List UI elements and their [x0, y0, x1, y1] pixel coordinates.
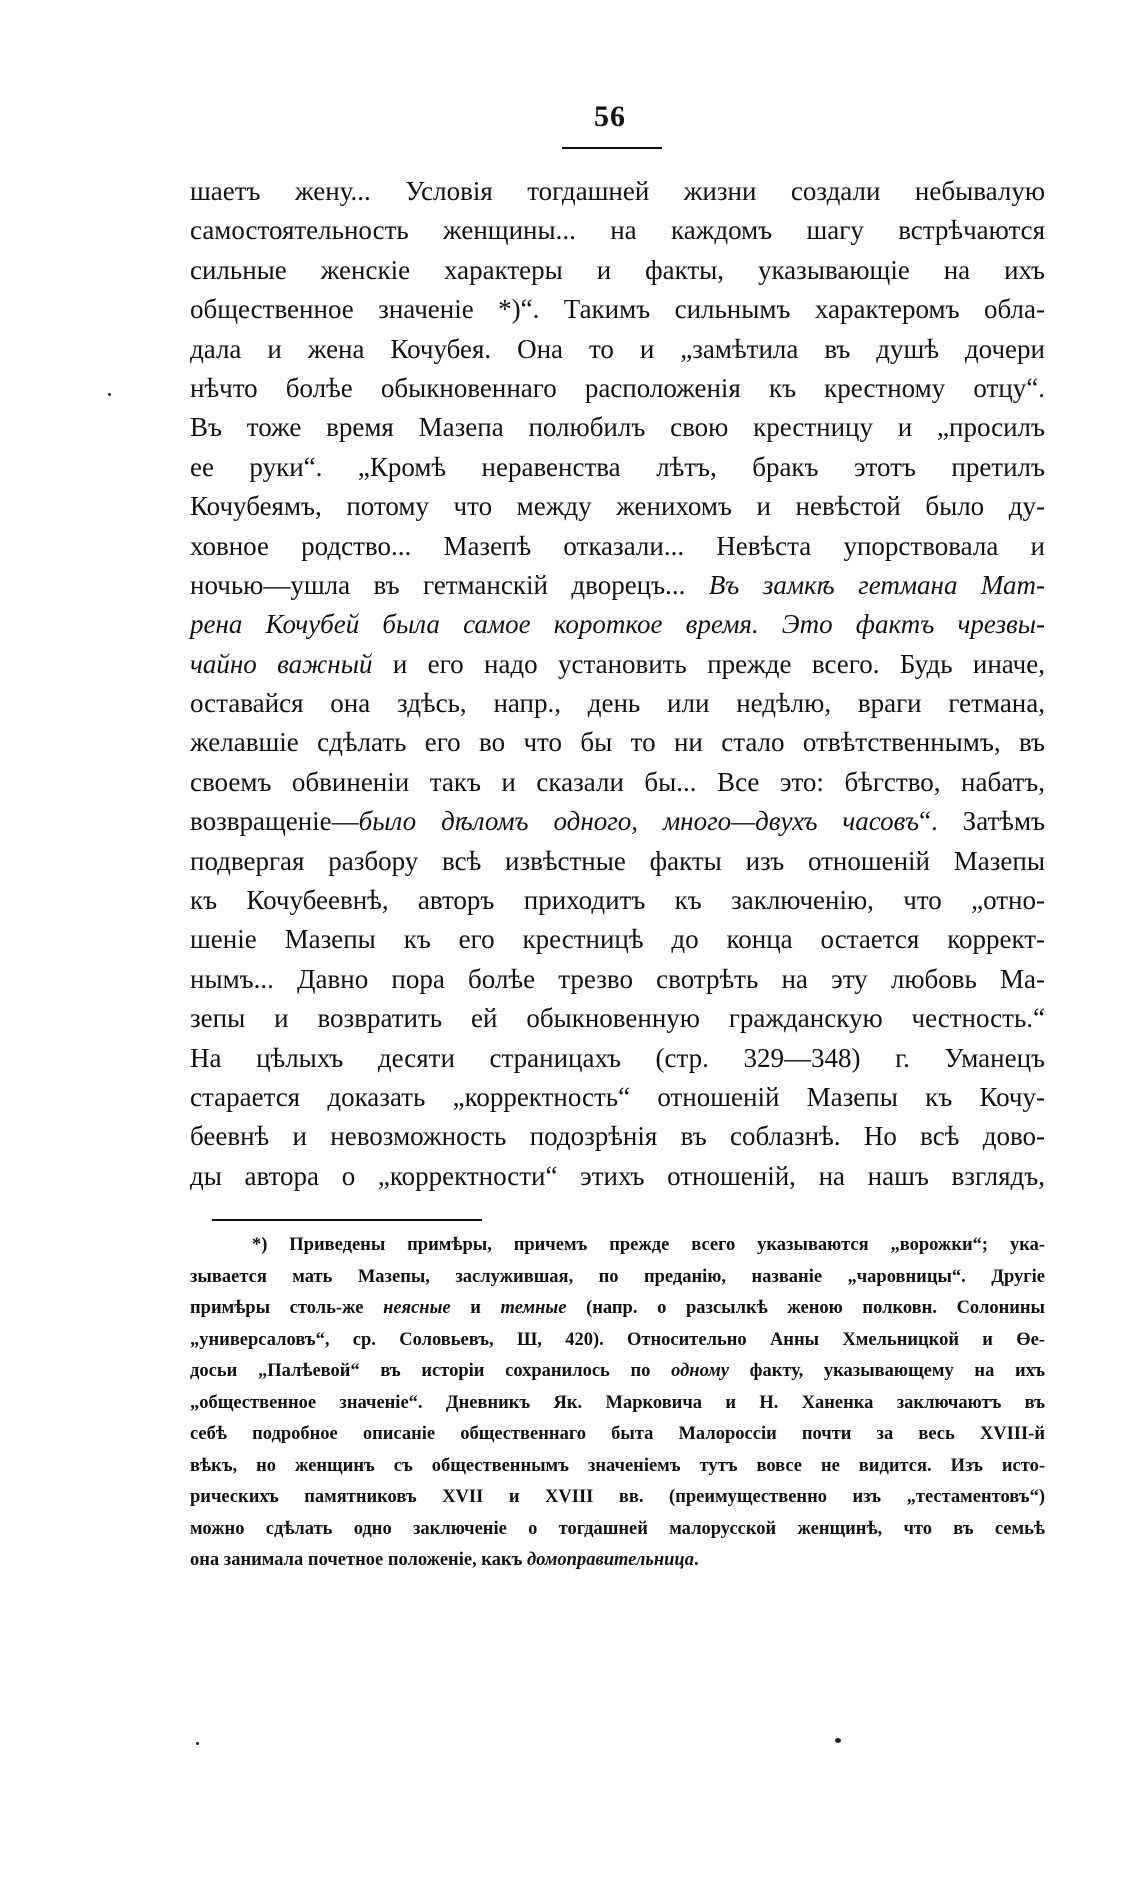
- text-line: [190, 290, 1045, 329]
- footnote-line: [190, 1514, 1045, 1546]
- italic-text: было дѣломъ одного, много—двухъ часовъ: [358, 806, 919, 837]
- text-run: шаетъ жену... Условія тогдашней жизни создали небывалую: [190, 176, 1045, 206]
- text-run: (напр. о разсылкѣ женою полковн. Солонины: [566, 1298, 1045, 1318]
- footnote-line: [190, 1262, 1045, 1294]
- print-speck: [108, 393, 111, 396]
- italic-text: одному: [671, 1361, 729, 1381]
- footnote-line: [190, 1545, 1045, 1577]
- text-line: [190, 1039, 1045, 1078]
- text-line: [190, 802, 1045, 841]
- text-run: можно сдѣлать одно заключеніе о тогдашней малорусской женщинѣ, что въ семьѣ: [190, 1518, 1045, 1539]
- text-line: [190, 763, 1045, 802]
- footnote-line: [190, 1230, 1045, 1262]
- text-run: сильные женскіе характеры и факты, указывающіе на ихъ: [190, 254, 1045, 285]
- text-run: зепы и возвратить ей обыкновенную гражданскую честность.“: [190, 1003, 1045, 1034]
- text-run: „универсаловъ“, ср. Соловьевъ, Ш, 420). Относительно Анны Хмельницкой и Өе-: [190, 1329, 1045, 1350]
- text-run: Въ тоже время Мазепа полюбилъ свою крестницу и „просилъ: [190, 412, 1045, 443]
- text-run: и его надо установить прежде всего. Будь иначе,: [372, 648, 1045, 679]
- text-run: .: [693, 1550, 699, 1570]
- text-run: „общественное значеніе“. Дневникъ Як. Марковича и Н. Ханенка заключаютъ въ: [190, 1392, 1045, 1413]
- text-run: примѣры столь-же: [190, 1298, 384, 1318]
- text-run: беевнѣ и невозможность подозрѣнія въ соблазнѣ. Но всѣ дово-: [190, 1121, 1045, 1152]
- text-run: На цѣлыхъ десяти страницахъ (стр. 329—348) г. Уманецъ: [190, 1042, 1045, 1073]
- text-run: себѣ подробное описаніе общественнаго быта Малороссіи почти за весь XVIII-й: [190, 1424, 1045, 1444]
- page-number: 56: [594, 100, 626, 133]
- page-number-rule: [562, 147, 662, 149]
- text-run: ховное родство... Мазепѣ отказали... Невѣста упорствовала и: [190, 530, 1045, 561]
- footnote-line: [190, 1388, 1045, 1420]
- text-line: [190, 920, 1045, 959]
- print-speck: [835, 1738, 841, 1743]
- text-line: [190, 1157, 1045, 1196]
- italic-text: неясные: [383, 1298, 451, 1318]
- text-line: [190, 172, 1045, 211]
- text-run: къ Кочубеевнѣ, авторъ приходитъ къ заключенію, что „отно-: [190, 885, 1045, 916]
- italic-text: чайно важный: [190, 648, 373, 679]
- footnote-separator: [212, 1219, 482, 1221]
- main-text: [190, 172, 1045, 1196]
- print-speck: [196, 1742, 199, 1745]
- text-line: [190, 881, 1045, 920]
- text-run: возвращеніе—: [190, 806, 359, 837]
- text-line: [190, 251, 1045, 290]
- text-run: подвергая разбору всѣ извѣстные факты изъ отношеній Мазепы: [190, 845, 1045, 876]
- text-line: [190, 448, 1045, 487]
- text-line: [190, 566, 1045, 605]
- text-line: [190, 527, 1045, 566]
- text-run: *) Приведены примѣры, причемъ прежде всего указываются „ворожки“; ука-: [252, 1235, 1045, 1255]
- italic-text: рена Кочубей была самое короткое время. Это фактъ чрезвы-: [190, 609, 1045, 640]
- footnote-line: [190, 1451, 1045, 1483]
- text-line: [190, 960, 1045, 999]
- text-run: “. Затѣмъ: [918, 806, 1045, 837]
- text-run: зывается мать Мазепы, заслужившая, по преданію, названіе „чаровницы“. Другіе: [190, 1266, 1045, 1287]
- text-line: [190, 684, 1045, 723]
- text-run: оставайся она здѣсь, напр., день или недѣлю, враги гетмана,: [190, 688, 1045, 719]
- text-line: [190, 842, 1045, 881]
- italic-text: Въ замкѣ гетмана Мат-: [708, 569, 1046, 600]
- text-run: вѣкъ, но женщинъ съ общественнымъ значеніемъ тутъ вовсе не видится. Изъ исто-: [190, 1455, 1045, 1476]
- text-line: [190, 605, 1045, 644]
- text-run: самостоятельность женщины... на каждомъ шагу встрѣчаются: [190, 215, 1045, 246]
- text-line: [190, 1078, 1045, 1117]
- text-line: [190, 369, 1045, 408]
- text-run: общественное значеніе *)“. Такимъ сильнымъ характеромъ обла-: [190, 294, 1045, 325]
- text-run: и: [450, 1298, 501, 1318]
- footnote-line: [190, 1293, 1045, 1325]
- text-line: [190, 723, 1045, 762]
- text-run: она занимала почетное положеніе, какъ: [190, 1550, 528, 1570]
- text-run: желавшіе сдѣлать его во что бы то ни стало отвѣтственнымъ, въ: [190, 727, 1045, 758]
- text-run: дала и жена Кочубея. Она то и „замѣтила въ душѣ дочери: [190, 333, 1045, 364]
- text-run: досьи „Палѣевой“ въ исторіи сохранилось по: [190, 1361, 672, 1381]
- text-run: старается доказать „корректность“ отношеній Мазепы къ Кочу-: [190, 1081, 1045, 1112]
- text-line: [190, 645, 1045, 684]
- text-run: ды автора о „корректности“ этихъ отношеній, на нашъ взглядъ,: [190, 1160, 1045, 1191]
- footnote-line: [190, 1482, 1045, 1514]
- text-line: [190, 999, 1045, 1038]
- footnote-line: [190, 1325, 1045, 1357]
- text-run: шеніе Мазепы къ его крестницѣ до конца остается коррект-: [190, 924, 1045, 955]
- text-run: факту, указывающему на ихъ: [729, 1361, 1045, 1381]
- text-line: [190, 487, 1045, 526]
- footnote-line: [190, 1419, 1045, 1451]
- italic-text: темные: [500, 1298, 567, 1318]
- footnote-line: [190, 1356, 1045, 1388]
- text-line: [190, 211, 1045, 250]
- text-run: нѣчто болѣе обыкновеннаго расположенія къ крестному отцу“.: [190, 372, 1045, 403]
- text-line: [190, 330, 1045, 369]
- text-run: ночью—ушла въ гетманскій дворецъ...: [190, 569, 709, 600]
- text-run: ее руки“. „Кромѣ неравенства лѣтъ, бракъ этотъ претилъ: [190, 451, 1045, 482]
- text-run: Кочубеямъ, потому что между женихомъ и невѣстой было ду-: [190, 491, 1045, 522]
- text-run: нымъ... Давно пора болѣе трезво свотрѣть на эту любовь Ма-: [190, 963, 1045, 994]
- text-run: своемъ обвиненіи такъ и сказали бы... Все это: бѣгство, набатъ,: [190, 766, 1045, 797]
- text-run: рическихъ памятниковъ XVII и XVIII вв. (преимущественно изъ „тестаментовъ“): [190, 1487, 1045, 1507]
- text-line: [190, 1117, 1045, 1156]
- text-line: [190, 408, 1045, 447]
- footnote: [190, 1230, 1045, 1577]
- italic-text: домоправительница: [527, 1550, 694, 1570]
